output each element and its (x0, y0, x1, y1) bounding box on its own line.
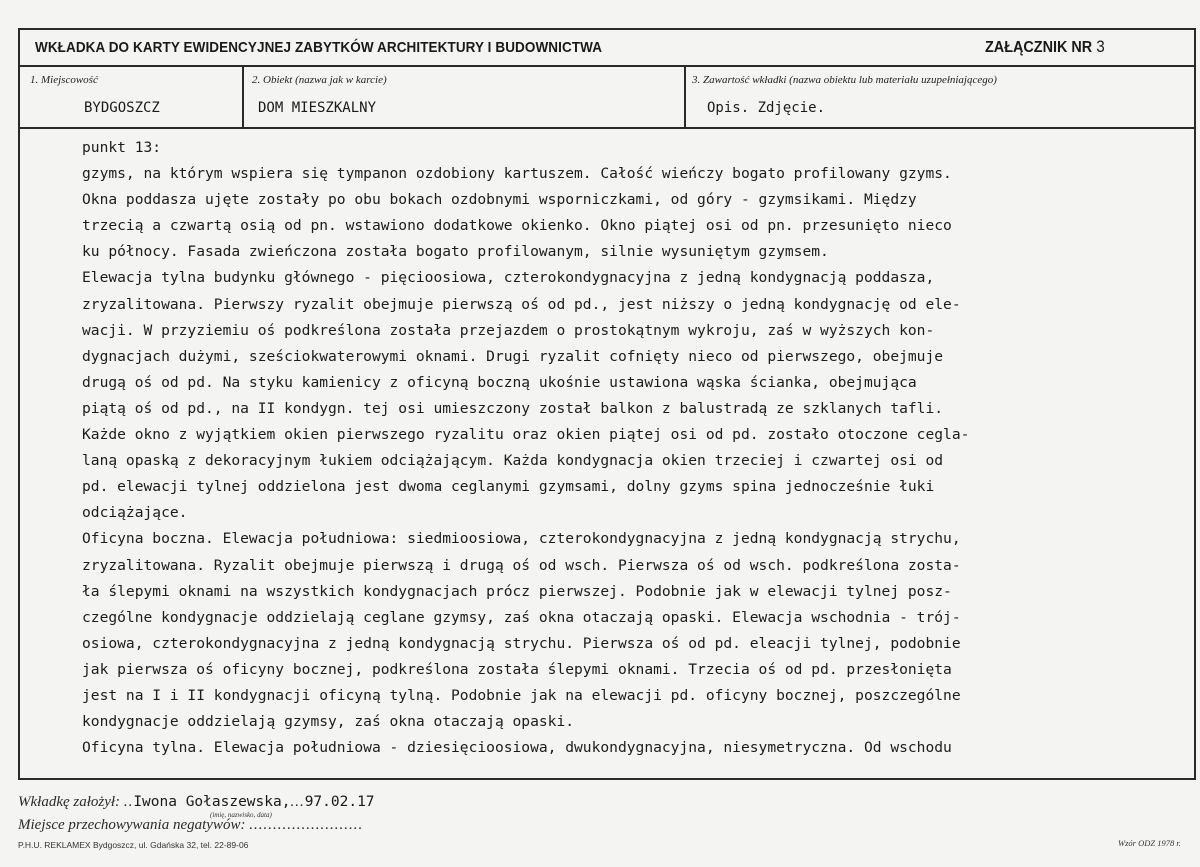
text-line: kondygnacje oddzielają gzymsy, zaś okna otaczają opaski. (82, 713, 575, 731)
text-line: Oficyna tylna. Elewacja południowa - dziesięcioosiowa, dwukondygnacyjna, niesymetryczna. Od wschodu (82, 739, 952, 757)
text-line: piątą oś od pd., na II kondygn. tej osi umieszczony został balkon z balustradą ze szklanych tafli. (82, 399, 944, 417)
negatives-dots: ........................ (249, 817, 364, 833)
header-divider (18, 65, 1196, 67)
text-line: jest na I i II kondygnacji oficyną tylną. Podobnie jak na elewacji pd. oficyny bocznej, poszczególne (82, 686, 961, 704)
author-dots: .. (123, 794, 134, 810)
card-title: WKŁADKA DO KARTY EWIDENCYJNEJ ZABYTKÓW ARCHITEKTURY I BUDOWNICTWA (35, 39, 603, 56)
text-line: Okna poddasza ujęte zostały po obu bokach ozdobnymi wsporniczkami, od góry - gzymsikami. Między (82, 191, 917, 209)
author-name: Iwona Gołaszewska, (133, 794, 291, 810)
author-hint: (imię, nazwisko, data) (210, 811, 272, 819)
text-line: osiowa, czterokondygnacyjna z jedną kondygnacją strychu. Pierwsza oś od pd. eleacji tylnej, podobnie (82, 634, 961, 652)
description-text (82, 135, 1192, 761)
object-value: DOM MIESZKALNY (258, 100, 377, 116)
annex-label-text: ZAŁĄCZNIK NR (985, 39, 1093, 56)
text-line: zryzalitowana. Pierwszy ryzalit obejmuje pierwszą oś od pd., jest niższy o jedną kondygnację od ele- (82, 295, 961, 313)
text-line: Każde okno z wyjątkiem okien pierwszego ryzalitu oraz okien piątej osi od pd. zostało otoczone cegla- (82, 426, 970, 444)
annex-number: 3 (1096, 37, 1105, 56)
text-line: wacji. W przyziemiu oś podkreślona została przejazdem o prostokątnym wykroju, zaś w wyższych kon- (82, 321, 935, 339)
object-label: 2. Obiekt (nazwa jak w karcie) (252, 74, 387, 86)
locality-value: BYDGOSZCZ (84, 100, 160, 116)
text-line: trzecią a czwartą osią od pn. wstawiono dodatkowe okienko. Okno piątej osi od pn. przesunięto nieco (82, 217, 952, 235)
text-line: laną opaską z dekoracyjnym łukiem odciążającym. Każda kondygnacja okien trzeciej i czwartej osi od (82, 452, 944, 470)
author-dots-2: ... (290, 794, 305, 810)
contents-value: Opis. Zdjęcie. (707, 100, 826, 116)
text-line: Oficyna boczna. Elewacja południowa: siedmioosiowa, czterokondygnacyjna z jedną kondygnacją strychu, (82, 530, 961, 548)
field-separator-2 (684, 65, 686, 128)
author-date: 97.02.17 (304, 794, 375, 810)
form-pattern: Wzór ODZ 1978 r. (1118, 838, 1181, 848)
text-line: odciążające. (82, 504, 188, 522)
text-line: jak pierwsza oś oficyny bocznej, podkreślona została ślepymi oknami. Trzecia oś od pd. przesłonięta (82, 660, 952, 678)
text-line: ku północy. Fasada zwieńczona została bogato profilowanym, silnie wysuniętym gzymsem. (82, 243, 829, 261)
negatives-label: Miejsce przechowywania negatywów: (18, 817, 246, 833)
annex-label (985, 37, 1105, 57)
text-line: Elewacja tylna budynku głównego - pięcioosiowa, czterokondygnacyjna z jedną kondygnacją poddasza, (82, 269, 935, 287)
fields-divider (18, 127, 1196, 129)
text-line: drugą oś od pd. Na styku kamienicy z oficyną boczną ukośnie ustawiona wąska ścianka, obejmująca (82, 373, 917, 391)
text-line: punkt 13: (82, 139, 162, 156)
text-line: czególne kondygnacje oddzielają ceglane gzymsy, zaś okna otaczają opaski. Elewacja wschodnia - trój- (82, 608, 961, 626)
author-line (18, 794, 375, 811)
text-line: ła ślepymi oknami na wszystkich kondygnacjach prócz pierwszej. Podobnie jak w elewacji tylnej posz- (82, 582, 952, 600)
author-label: Wkładkę założył: (18, 794, 121, 810)
text-line: gzyms, na którym wspiera się tympanon ozdobiony kartuszem. Całość wieńczy bogato profilowany gzyms. (82, 165, 952, 183)
contents-label: 3. Zawartość wkładki (nazwa obiektu lub materiału uzupełniającego) (692, 74, 997, 86)
text-line: zryzalitowana. Ryzalit obejmuje pierwszą i drugą oś od wsch. Pierwsza oś od wsch. podkreślona zosta- (82, 556, 961, 574)
field-separator-1 (242, 65, 244, 128)
locality-label: 1. Miejscowość (30, 74, 98, 86)
negatives-line (18, 817, 363, 834)
printer-info: P.H.U. REKLAMEX Bydgoszcz, ul. Gdańska 32, tel. 22-89-06 (18, 840, 249, 850)
text-line: pd. elewacji tylnej oddzielona jest dwoma ceglanymi gzymsami, dolny gzyms spina jednocześnie łuki (82, 478, 935, 496)
text-line: dygnacjach dużymi, sześciokwaterowymi oknami. Drugi ryzalit cofnięty nieco od pierwszego, obejmuje (82, 347, 944, 365)
